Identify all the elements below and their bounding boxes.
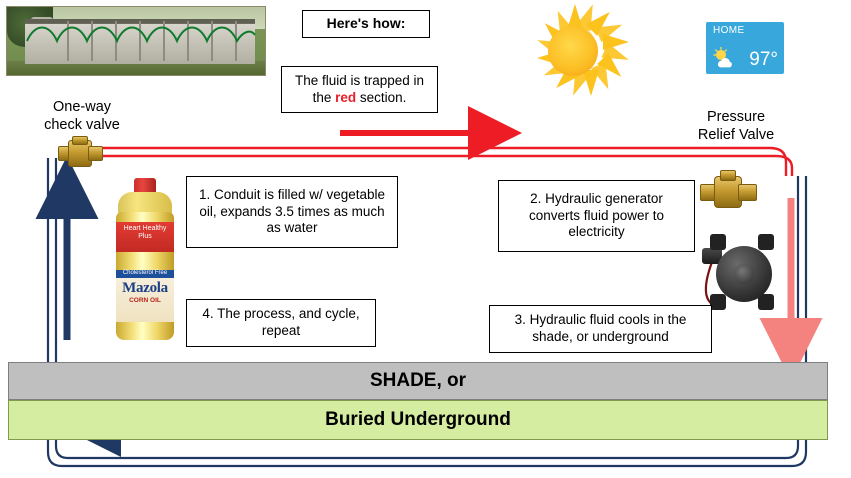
hydraulic-generator-icon — [700, 228, 786, 318]
pump-hub — [734, 264, 754, 284]
step-3-box: 3. Hydraulic fluid cools in the shade, or underground — [489, 305, 712, 353]
step-2-box: 2. Hydraulic generator converts fluid power to electricity — [498, 180, 695, 252]
vegetable-oil-bottle — [112, 178, 178, 343]
trapped-highlight: red — [335, 89, 357, 105]
bottle-main-label — [116, 278, 174, 322]
step-4-box: 4. The process, and cycle, repeat — [186, 299, 376, 347]
relief-valve-label-line1: Pressure — [706, 109, 766, 125]
bottle-top-claim: Heart Healthy Plus — [116, 222, 174, 252]
relief-valve-label-line2: Relief Valve — [697, 127, 775, 144]
weather-temperature: 97° — [749, 49, 778, 70]
underground-bar: Buried Underground — [8, 400, 828, 440]
brass-check-valve-icon — [58, 136, 102, 170]
bottle-band-text: Cholesterol Free — [116, 270, 174, 279]
trapped-suffix: section. — [356, 89, 407, 105]
trapped-prefix: The fluid is trapped in the — [294, 72, 425, 105]
bottle-brand: Mazola — [122, 280, 168, 296]
step-1-box: 1. Conduit is filled w/ vegetable oil, expands 3.5 times as much as water — [186, 176, 398, 248]
weather-location: HOME — [713, 25, 745, 36]
check-valve-label-line2: check valve — [44, 117, 120, 134]
shade-bar: SHADE, or — [8, 362, 828, 400]
check-valve-label-line1: One-way — [52, 99, 112, 115]
brass-relief-valve-icon — [700, 170, 756, 214]
heres-how-box: Here's how: — [302, 10, 430, 38]
bottle-brand-sub: CORN OIL — [129, 297, 161, 304]
